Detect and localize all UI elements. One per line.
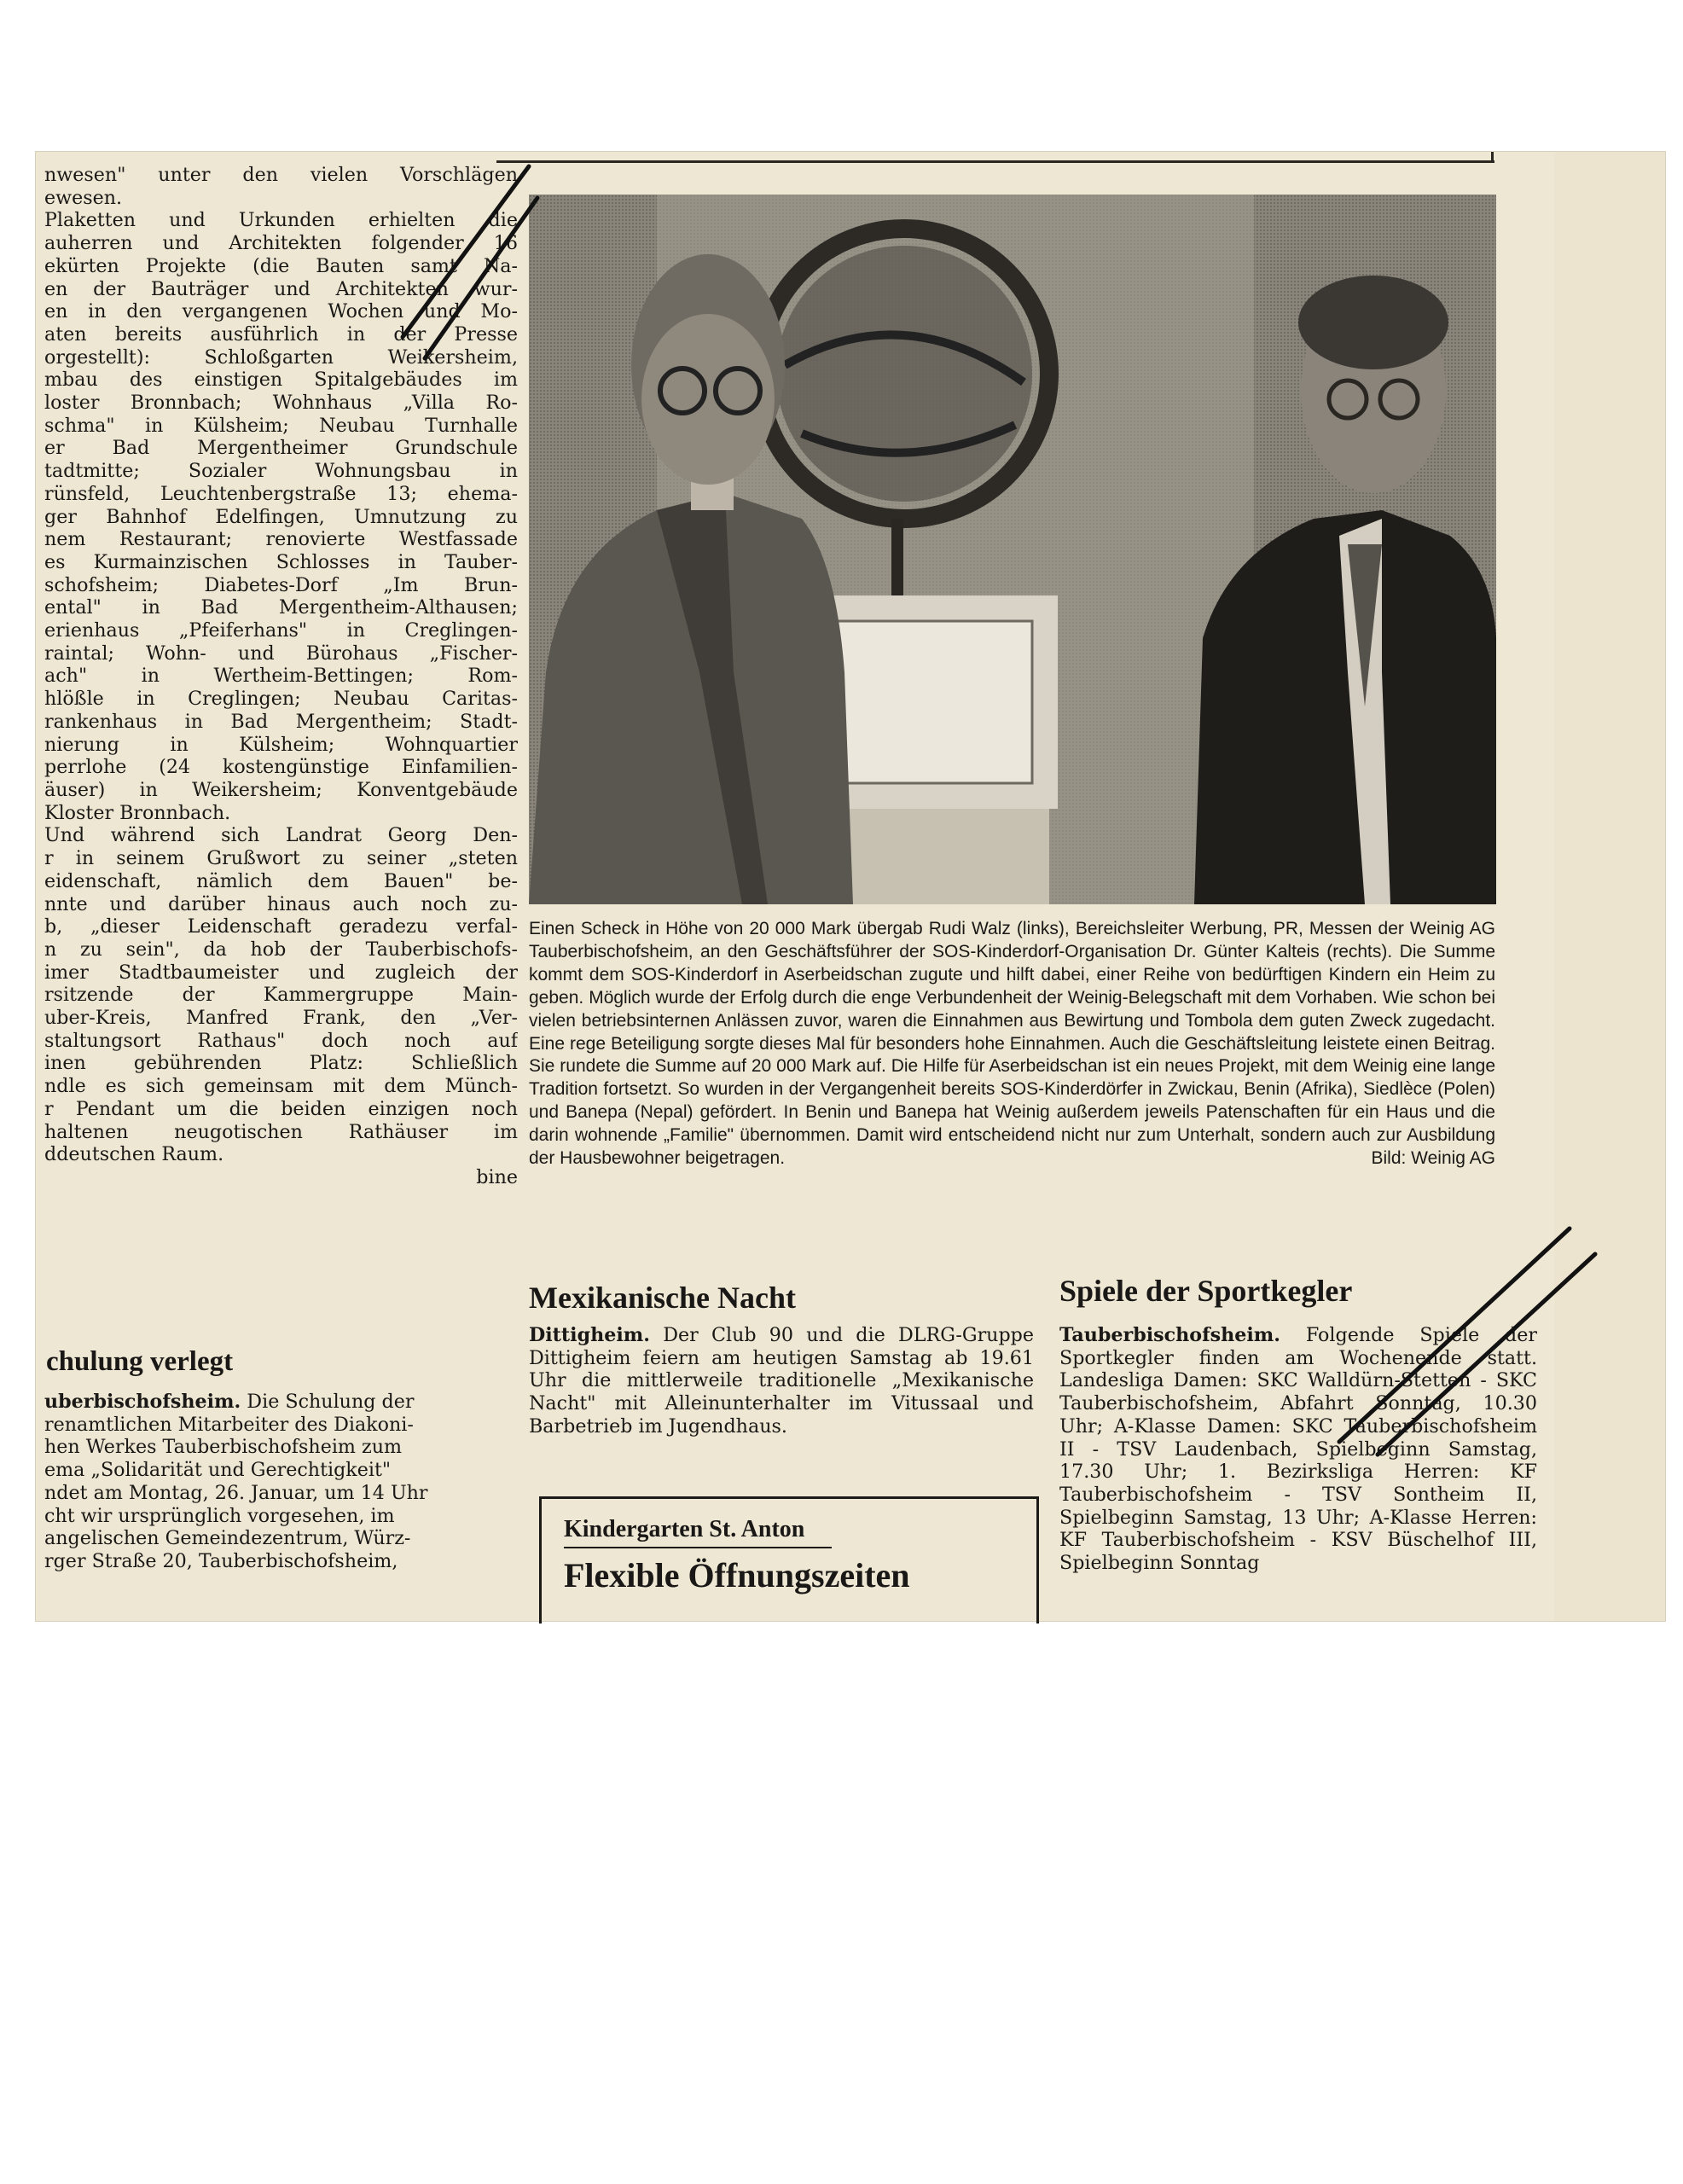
text-line: schofsheim; Diabetes-Dorf „Im Brun- — [44, 573, 518, 596]
text-line: en in den vergangenen Wochen und Mo- — [44, 300, 518, 323]
box-title: Flexible Öffnungszeiten — [564, 1556, 910, 1594]
text-line: Plaketten und Urkunden erhielten die — [44, 209, 518, 232]
text-line: imer Stadtbaumeister und zugleich der — [44, 961, 518, 984]
text-line: ddeutschen Raum. — [44, 1143, 224, 1166]
text-line: en der Bauträger und Architekten wur- — [44, 277, 518, 300]
top-rule — [496, 160, 1494, 163]
paper-edge — [1554, 152, 1665, 1621]
text-line: auherren und Architekten folgender 16 — [44, 232, 518, 255]
text-line: cht wir ursprünglich vorgesehen, im — [44, 1504, 395, 1527]
text-line: nem Restaurant; renovierte Westfassade — [44, 528, 518, 551]
text-line: rankenhaus in Bad Mergentheim; Stadt- — [44, 710, 518, 733]
left-column-article — [44, 164, 518, 1189]
caption-text: Einen Scheck in Höhe von 20 000 Mark übergab Rudi Walz (links), Bereichsleiter Werbung, PR, Messen der Weinig AG Tauberbischofsheim, an den Geschäftsführer der SOS-Kinderdorf-Organisation Dr. Günter Kalteis (rechts). Die Summe kommt dem SOS-Kinderdorf in Aserbeidschan zugute und hilft dabei, einer Reihe von bedürftigen Kindern ein Heim zu geben. Möglich wurde der Erfolg durch die enge Verbundenheit der Weinig-Belegschaft mit dem Vorhaben. Wie schon bei vielen betriebsinternen Anlässen zuvor, waren die Einnahmen aus Bewirtung und Tombola dem guten Zweck zugedacht. Eine rege Beteiligung sorgte dieses Mal für besonders hohe Einnahmen. Auch die Geschäftsleitung leistete einen Beitrag. Sie rundete die Summe auf 20 000 Mark auf. Die Hilfe für Aserbeidschan ist ein neues Projekt, mit dem Weinig eine lange Tradition fortsetzt. So wurden in der Vergangenheit bereits SOS-Kinderdörfer in Zwickau, Benin (Afrika), Siedlèce (Polen) und Banepa (Nepal) gefördert. In Benin und Banepa hat Weinig außerdem jeweils Patenschaften für ein Haus und die darin wohnende „Familie" übernommen. Damit wird entscheidend nicht nur zum Unterhalt, sondern auch zur Ausbildung der Hausbewohner beigetragen. — [529, 919, 1495, 1169]
text-line: äuser) in Weikersheim; Konventgebäude — [44, 778, 518, 801]
text-line: Und während sich Landrat Georg Den- — [44, 824, 518, 847]
text-line: rsitzende der Kammergruppe Main- — [44, 984, 518, 1007]
text-line: schma" in Külsheim; Neubau Turnhalle — [44, 414, 518, 437]
text-line: rger Straße 20, Tauberbischofsheim, — [44, 1549, 398, 1572]
photo-caption — [529, 918, 1495, 1170]
boxed-article — [539, 1496, 1039, 1623]
text-line: staltungsort Rathaus" doch noch auf — [44, 1029, 518, 1052]
text-line: ema „Solidarität und Gerechtigkeit" — [44, 1459, 392, 1482]
text-line: n zu sein", da hob der Tauberbischofs- — [44, 938, 518, 961]
text-line: r in seinem Grußwort zu seiner „steten — [44, 847, 518, 870]
text-line: ental" in Bad Mergentheim-Althausen; — [44, 596, 518, 619]
box-kicker: Kindergarten St. Anton — [564, 1516, 805, 1542]
mid-article-body — [529, 1324, 1034, 1438]
kicker-underline — [564, 1547, 832, 1548]
text-line: eidenschaft, nämlich dem Bauen" be- — [44, 869, 518, 892]
text-line: nwesen" unter den vielen Vorschlägen — [44, 164, 518, 186]
text-line: loster Bronnbach; Wohnhaus „Villa Ro- — [44, 392, 518, 415]
text-line: hen Werkes Tauberbischofsheim zum — [44, 1436, 403, 1459]
text-line: uber-Kreis, Manfred Frank, den „Ver- — [44, 1007, 518, 1030]
newspaper-clipping — [36, 152, 1665, 1621]
right-article-body — [1059, 1324, 1537, 1575]
dateline: Tauberbischofsheim. — [1059, 1324, 1281, 1346]
text-line: erienhaus „Pfeiferhans" in Creglingen- — [44, 619, 518, 642]
right-headline: Spiele der Sportkegler — [1059, 1274, 1353, 1308]
text-line: er Bad Mergentheimer Grundschule — [44, 437, 518, 460]
text-line: angelischen Gemeindezentrum, Würz- — [44, 1527, 411, 1550]
top-rule-end — [1491, 152, 1494, 163]
text-line: perrlohe (24 kostengünstige Einfamilien- — [44, 756, 518, 779]
dateline: Dittigheim. — [529, 1324, 650, 1346]
text-line: Kloster Bronnbach. — [44, 801, 231, 824]
text-line: mbau des einstigen Spitalgebäudes im — [44, 369, 518, 392]
text-line: rünsfeld, Leuchtenbergstraße 13; ehema- — [44, 482, 518, 505]
text-line: inen gebührenden Platz: Schließlich — [44, 1052, 518, 1075]
text-line: ger Bahnhof Edelfingen, Umnutzung zu — [44, 505, 518, 528]
text-line: b, „dieser Leidenschaft geradezu verfal- — [44, 915, 518, 938]
text-line: ach" in Wertheim-Bettingen; Rom- — [44, 665, 518, 688]
mid-headline: Mexikanische Nacht — [529, 1281, 796, 1315]
text-line: ndet am Montag, 26. Januar, um 14 Uhr — [44, 1481, 428, 1504]
text-line: Die Schulung der — [241, 1391, 415, 1413]
text-line: bine — [476, 1165, 518, 1188]
text-line: nnte und darüber hinaus auch noch zu- — [44, 892, 518, 915]
left-article-2 — [44, 1391, 518, 1573]
text-line: tadtmitte; Sozialer Wohnungsbau in — [44, 460, 518, 483]
photo-credit: Bild: Weinig AG — [1371, 1148, 1495, 1169]
dateline: uberbischofsheim. — [44, 1391, 241, 1413]
text-line: ndle es sich gemeinsam mit dem Münch- — [44, 1075, 518, 1098]
article-text: Der Club 90 und die DLRG-Gruppe Dittigheim feiern am heutigen Samstag ab 19.61 Uhr die mittlerweile traditionelle „Mexikanische Nacht" mit Alleinunterhalter im Vitussaal und Barbetrieb im Jugendhaus. — [529, 1324, 1034, 1438]
article-text: Folgende Spiele der Sportkegler finden am Wochenende statt. Landesliga Damen: SKC Walldürn-Stetten - SKC Tauberbischofsheim, Abfahrt Sonntag, 10.30 Uhr; A-Klasse Damen: SKC Tauberbischofsheim II - TSV Laudenbach, Spielbeginn Samstag, 17.30 Uhr; 1. Bezirksliga Herren: KF Tauberbischofsheim - TSV Sontheim II, Spielbeginn Samstag, 13 Uhr; A-Klasse Herren: KF Tauberbischofsheim - KSV Büschelhof III, Spielbeginn Sonntag — [1059, 1324, 1537, 1575]
text-line: haltenen neugotischen Rathäuser im — [44, 1120, 518, 1143]
text-line: renamtlichen Mitarbeiter des Diakoni- — [44, 1413, 414, 1436]
text-line: r Pendant um die beiden einzigen noch — [44, 1097, 518, 1120]
text-line: raintal; Wohn- und Bürohaus „Fischer- — [44, 642, 518, 665]
text-line: ekürten Projekte (die Bauten samt Na- — [44, 254, 518, 277]
text-line: es Kurmainzischen Schlosses in Tauber- — [44, 550, 518, 573]
text-line: orgestellt): Schloßgarten Weikersheim, — [44, 346, 518, 369]
text-line: aten bereits ausführlich in der Presse — [44, 322, 518, 346]
text-line: nierung in Külsheim; Wohnquartier — [44, 733, 518, 756]
text-line: ewesen. — [44, 186, 123, 209]
news-photo — [529, 195, 1496, 904]
left-headline: chulung verlegt — [46, 1346, 234, 1377]
text-line: hlößle in Creglingen; Neubau Caritas- — [44, 688, 518, 711]
